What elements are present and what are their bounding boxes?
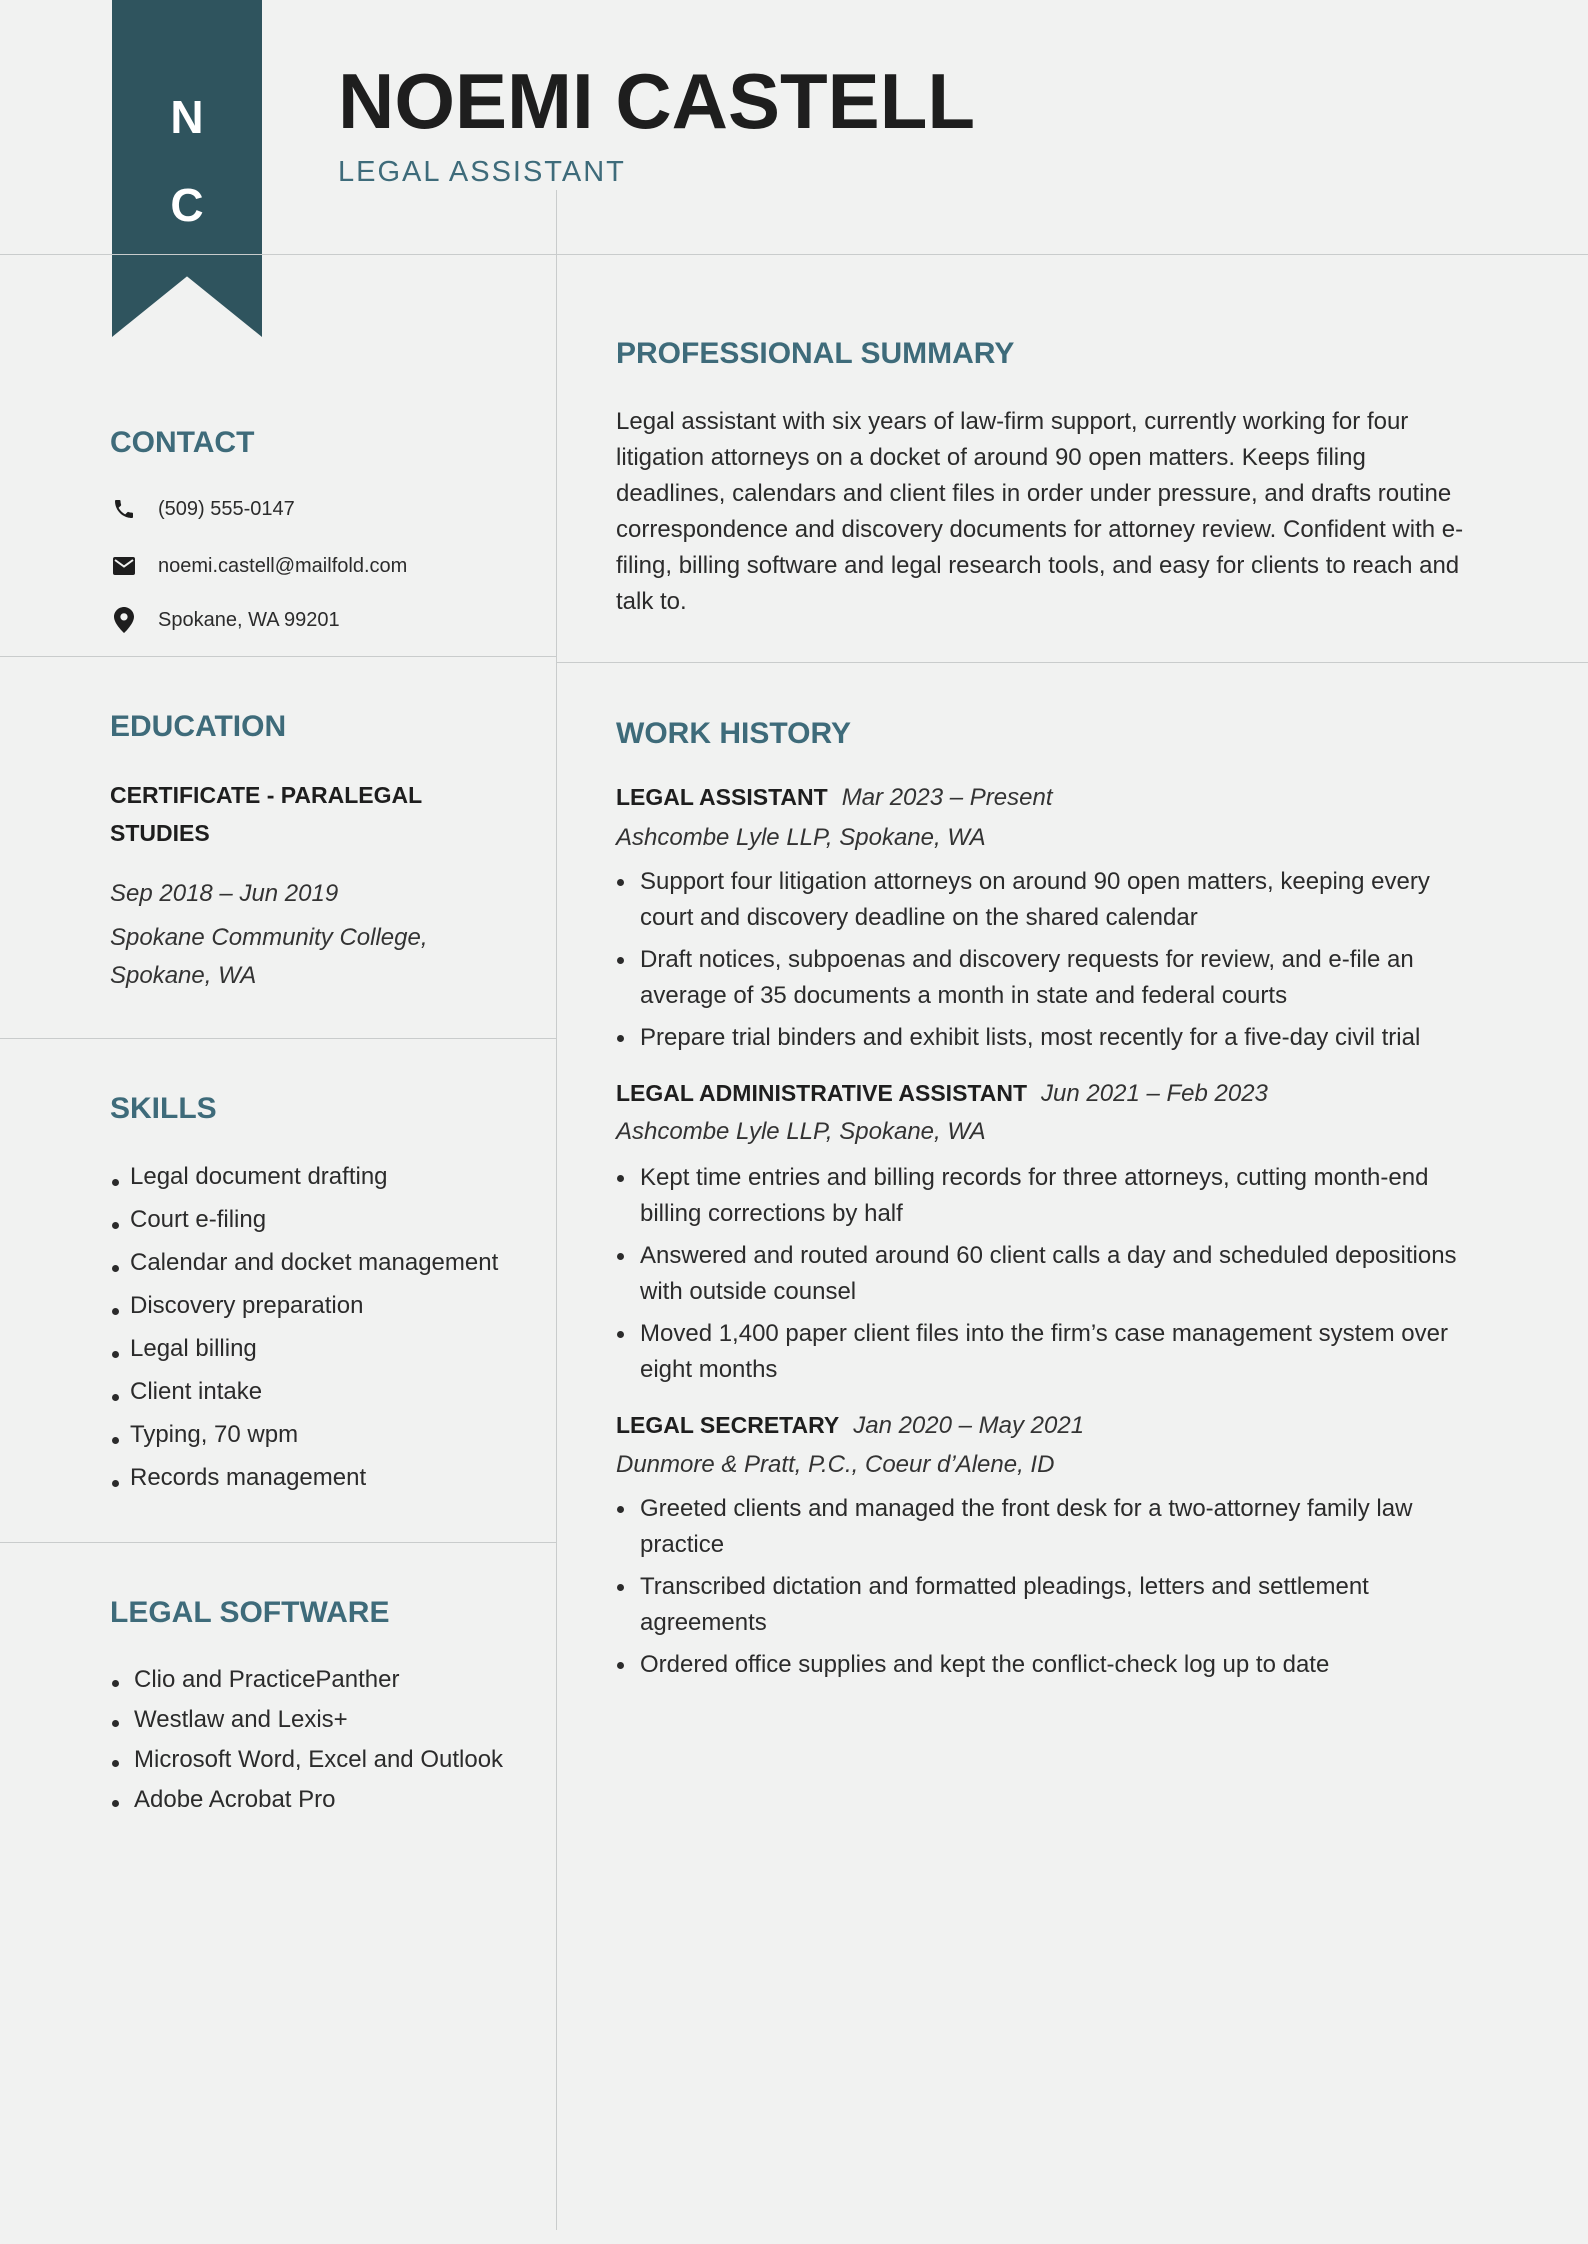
job-header bbox=[616, 784, 1053, 812]
job-bullet: Answered and routed around 60 client calls a day and scheduled depositions with outside counsel bbox=[616, 1238, 1476, 1310]
job-bullet: Support four litigation attorneys on around 90 open matters, keeping every court and discovery deadline on the shared calendar bbox=[616, 864, 1476, 936]
skill-item: Legal billing bbox=[110, 1332, 498, 1375]
job-header bbox=[616, 1080, 1268, 1108]
skill-item: Court e-filing bbox=[110, 1203, 498, 1246]
contact-heading: CONTACT bbox=[110, 426, 255, 459]
job-company: Ashcombe Lyle LLP, Spokane, WA bbox=[616, 824, 986, 851]
summary-heading: PROFESSIONAL SUMMARY bbox=[616, 337, 1015, 370]
work-history-heading: WORK HISTORY bbox=[616, 717, 852, 750]
skill-item: Client intake bbox=[110, 1375, 498, 1418]
software-item: Microsoft Word, Excel and Outlook bbox=[110, 1743, 503, 1783]
skill-item: Records management bbox=[110, 1461, 498, 1504]
column-divider bbox=[556, 190, 557, 2230]
job-bullet: Draft notices, subpoenas and discovery requests for review, and e-file an average of 35 documents a month in state and federal courts bbox=[616, 942, 1476, 1014]
contact-location-row bbox=[110, 600, 340, 640]
job-bullet: Greeted clients and managed the front desk for a two-attorney family law practice bbox=[616, 1491, 1476, 1563]
education-divider bbox=[0, 1038, 556, 1039]
job-title: LEGAL ASSISTANT bbox=[616, 784, 828, 810]
contact-phone-row bbox=[110, 489, 295, 529]
job-company: Dunmore & Pratt, P.C., Coeur d’Alene, ID bbox=[616, 1451, 1055, 1478]
candidate-title: LEGAL ASSISTANT bbox=[338, 156, 626, 188]
job-dates: Jun 2021 – Feb 2023 bbox=[1041, 1080, 1268, 1107]
job-bullets bbox=[616, 1160, 1476, 1394]
contact-divider bbox=[0, 656, 556, 657]
summary-text: Legal assistant with six years of law-firm support, currently working for four litigation attorneys on a docket of around 90 open matters. Keeps filing deadlines, calendars and client files in order under pressure, and drafts routine correspondence and discovery documents for attorney review. Confident with e-filing, billing software and legal research tools, and easy for clients to reach and talk to. bbox=[616, 408, 1464, 615]
monogram-first-initial: N bbox=[170, 91, 204, 143]
skill-item: Typing, 70 wpm bbox=[110, 1418, 498, 1461]
skill-item: Discovery preparation bbox=[110, 1289, 498, 1332]
skills-heading: SKILLS bbox=[110, 1092, 217, 1125]
skills-list bbox=[110, 1160, 498, 1504]
software-item: Adobe Acrobat Pro bbox=[110, 1783, 503, 1823]
job-bullet: Moved 1,400 paper client files into the firm’s case management system over eight months bbox=[616, 1316, 1476, 1388]
job-dates: Jan 2020 – May 2021 bbox=[853, 1412, 1085, 1439]
skills-divider bbox=[0, 1542, 556, 1543]
skill-item: Calendar and docket management bbox=[110, 1246, 498, 1289]
summary-divider bbox=[556, 662, 1588, 663]
skill-item: Legal document drafting bbox=[110, 1160, 498, 1203]
job-bullets bbox=[616, 864, 1476, 1062]
job-bullet: Prepare trial binders and exhibit lists, most recently for a five-day civil trial bbox=[616, 1020, 1476, 1056]
software-item: Clio and PracticePanther bbox=[110, 1663, 503, 1703]
job-title: LEGAL SECRETARY bbox=[616, 1412, 840, 1438]
email-icon bbox=[110, 552, 138, 580]
phone-icon bbox=[110, 495, 138, 523]
job-bullets bbox=[616, 1491, 1476, 1689]
job-bullet: Kept time entries and billing records for three attorneys, cutting month-end billing corrections by half bbox=[616, 1160, 1476, 1232]
job-header bbox=[616, 1412, 1084, 1440]
job-dates: Mar 2023 – Present bbox=[841, 784, 1053, 811]
software-list bbox=[110, 1663, 503, 1823]
location-pin-icon bbox=[110, 606, 138, 634]
monogram-last-initial: C bbox=[170, 179, 204, 231]
software-item: Westlaw and Lexis+ bbox=[110, 1703, 503, 1743]
header-divider bbox=[0, 254, 1588, 255]
education-heading: EDUCATION bbox=[110, 710, 287, 743]
education-dates: Sep 2018 – Jun 2019 bbox=[110, 880, 339, 907]
education-school: Spokane Community College, Spokane, WA bbox=[110, 924, 428, 989]
candidate-name: NOEMI CASTELL bbox=[338, 57, 975, 145]
contact-location: Spokane, WA 99201 bbox=[158, 608, 340, 631]
job-bullet: Transcribed dictation and formatted pleadings, letters and settlement agreements bbox=[616, 1569, 1476, 1641]
job-company: Ashcombe Lyle LLP, Spokane, WA bbox=[616, 1118, 986, 1145]
contact-email-row bbox=[110, 546, 407, 586]
contact-phone[interactable]: (509) 555-0147 bbox=[158, 497, 295, 520]
monogram-ribbon bbox=[112, 0, 262, 337]
job-bullet: Ordered office supplies and kept the conflict-check log up to date bbox=[616, 1647, 1476, 1683]
contact-email[interactable]: noemi.castell@mailfold.com bbox=[158, 554, 408, 577]
software-heading: LEGAL SOFTWARE bbox=[110, 1596, 390, 1629]
education-degree: CERTIFICATE - PARALEGAL STUDIES bbox=[110, 782, 422, 846]
job-title: LEGAL ADMINISTRATIVE ASSISTANT bbox=[616, 1080, 1028, 1106]
